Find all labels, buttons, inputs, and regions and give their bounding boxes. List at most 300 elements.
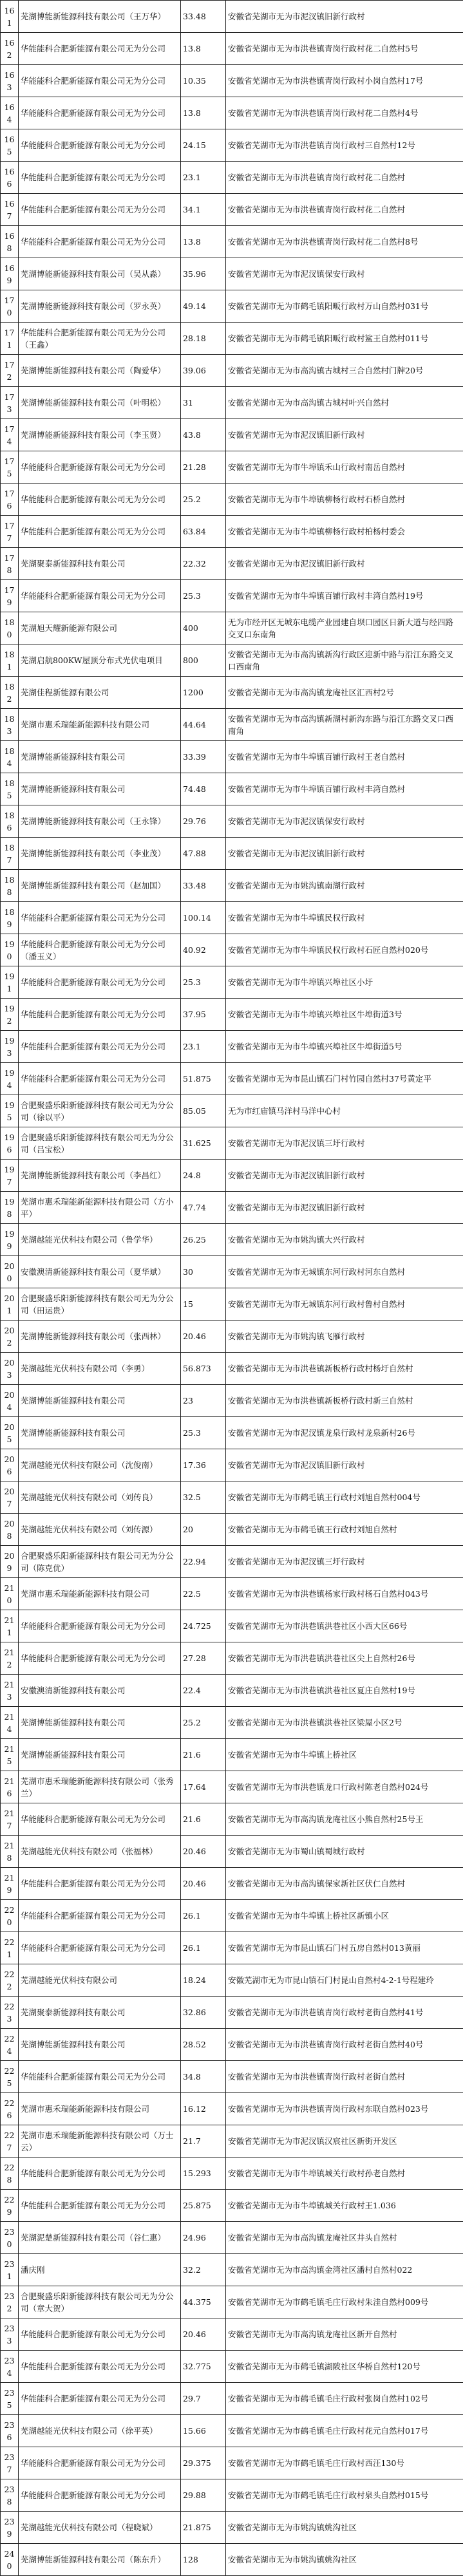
install-address: 安徽省芜湖市无为市洪巷镇新板桥行政村杨圩自然村 — [226, 1353, 463, 1385]
company-name: 芜湖越能光伏科技有限公司（沈俊南） — [19, 1449, 181, 1481]
installed-capacity: 33.48 — [181, 1, 226, 33]
row-number: 173 — [1, 387, 19, 419]
install-address: 安徽省芜湖市无为市牛埠镇兴埠社区小圩 — [226, 966, 463, 999]
table-row — [1, 129, 463, 162]
installed-capacity: 26.25 — [181, 1224, 226, 1256]
table-row — [1, 1803, 463, 1836]
table-row — [1, 677, 463, 709]
install-address: 安徽省芜湖市无为市泥汊镇旧新行政村 — [226, 1, 463, 33]
table-row — [1, 1256, 463, 1288]
installed-capacity: 39.06 — [181, 355, 226, 387]
table-row — [1, 1739, 463, 1771]
row-number: 227 — [1, 2125, 19, 2158]
installed-capacity: 25.3 — [181, 580, 226, 612]
install-address: 安徽省芜湖市无为市牛埠镇上桥社区新镇小区 — [226, 1900, 463, 1932]
installed-capacity: 33.48 — [181, 870, 226, 902]
row-number: 180 — [1, 612, 19, 644]
company-name: 华能能科合肥新能源有限公司无为分公司 — [19, 1932, 181, 1964]
installed-capacity: 24.8 — [181, 1160, 226, 1192]
row-number: 165 — [1, 129, 19, 162]
company-name: 华能能科合肥新能源有限公司无为分公司 — [19, 129, 181, 162]
company-name: 华能能科合肥新能源有限公司无为分公司 — [19, 484, 181, 516]
install-address: 安徽省芜湖市无为市姚沟镇姚沟社区 — [226, 2544, 463, 2576]
row-number: 238 — [1, 2479, 19, 2512]
table-row — [1, 258, 463, 290]
install-address: 安徽省芜湖市无为市鹤毛镇阳畈行政村鲨王自然村011号 — [226, 323, 463, 355]
company-name: 芜湖聚泰新能源科技有限公司 — [19, 548, 181, 580]
table-row — [1, 1546, 463, 1578]
company-name: 华能能科合肥新能源有限公司无为分公司 — [19, 226, 181, 258]
company-name: 华能能科合肥新能源有限公司无为分公司 — [19, 2190, 181, 2222]
row-number: 172 — [1, 355, 19, 387]
row-number: 197 — [1, 1160, 19, 1192]
installed-capacity: 16.12 — [181, 2093, 226, 2125]
table-row — [1, 2351, 463, 2383]
install-address: 安徽省芜湖市无为市泥汊镇旧新行政村 — [226, 419, 463, 451]
installed-capacity: 47.88 — [181, 838, 226, 870]
row-number: 174 — [1, 419, 19, 451]
company-name: 芜湖佳程新能源有限公司 — [19, 677, 181, 709]
row-number: 170 — [1, 290, 19, 323]
table-row — [1, 2061, 463, 2093]
company-name: 合肥聚盛乐阳新能源科技有限公司无为分公司（章大贺） — [19, 2286, 181, 2318]
company-name: 华能能科合肥新能源有限公司无为分公司 — [19, 194, 181, 226]
install-address: 安徽省芜湖市无为市泥汊镇旧新行政村 — [226, 1192, 463, 1224]
company-name: 芜湖市惠禾瑞能新能源科技有限公司（张秀兰） — [19, 1771, 181, 1803]
company-name: 华能能科合肥新能源有限公司无为分公司 — [19, 2479, 181, 2512]
company-name: 华能能科合肥新能源有限公司无为分公司 — [19, 162, 181, 194]
row-number: 207 — [1, 1481, 19, 1514]
table-row — [1, 2318, 463, 2351]
table-row — [1, 1836, 463, 1868]
table-row — [1, 1449, 463, 1481]
table-row — [1, 65, 463, 97]
row-number: 167 — [1, 194, 19, 226]
row-number: 231 — [1, 2254, 19, 2286]
row-number: 164 — [1, 97, 19, 129]
table-row — [1, 1192, 463, 1224]
installed-capacity: 43.8 — [181, 419, 226, 451]
install-address: 安徽省芜湖市无为市牛埠镇百铺行政村王老自然村 — [226, 741, 463, 773]
table-row — [1, 2029, 463, 2061]
company-name: 芜湖博能新能源科技有限公司（李玉贤） — [19, 419, 181, 451]
row-number: 200 — [1, 1256, 19, 1288]
installed-capacity: 31.625 — [181, 1127, 226, 1160]
installed-capacity: 74.48 — [181, 773, 226, 805]
row-number: 211 — [1, 1610, 19, 1642]
install-address: 安徽省芜湖市无为市泥汊镇三圩行政村 — [226, 1546, 463, 1578]
installed-capacity: 21.875 — [181, 2512, 226, 2544]
row-number: 215 — [1, 1739, 19, 1771]
row-number: 185 — [1, 773, 19, 805]
row-number: 184 — [1, 741, 19, 773]
install-address: 安徽省芜湖市无为市高沟镇金湾社区潘村自然村022 — [226, 2254, 463, 2286]
table-row — [1, 194, 463, 226]
table-row — [1, 1900, 463, 1932]
company-name: 潘庆刚 — [19, 2254, 181, 2286]
installed-capacity: 40.92 — [181, 934, 226, 966]
table-row — [1, 2415, 463, 2447]
row-number: 222 — [1, 1964, 19, 1997]
table-row — [1, 1997, 463, 2029]
installed-capacity: 27.28 — [181, 1642, 226, 1675]
install-address: 安徽省芜湖市无为市洪巷镇青岗行政村老街自然村40号 — [226, 2029, 463, 2061]
row-number: 233 — [1, 2318, 19, 2351]
company-name: 华能能科合肥新能源有限公司无为分公司 — [19, 1031, 181, 1063]
install-address: 安徽省芜湖市无为市牛埠镇上桥社区 — [226, 1739, 463, 1771]
installed-capacity: 85.05 — [181, 1095, 226, 1127]
row-number: 177 — [1, 516, 19, 548]
table-row — [1, 2447, 463, 2479]
install-address: 安徽省芜湖市无为市洪巷镇青岗行政村花二自然村 — [226, 194, 463, 226]
installed-capacity: 22.94 — [181, 1546, 226, 1578]
installed-capacity: 32.5 — [181, 1481, 226, 1514]
table-row — [1, 1675, 463, 1707]
row-number: 198 — [1, 1192, 19, 1224]
row-number: 168 — [1, 226, 19, 258]
table-row — [1, 162, 463, 194]
install-address: 安徽省芜湖市无为市泥汊镇三圩行政村 — [226, 1127, 463, 1160]
row-number: 213 — [1, 1675, 19, 1707]
row-number: 228 — [1, 2158, 19, 2190]
table-row — [1, 1578, 463, 1610]
row-number: 220 — [1, 1900, 19, 1932]
company-name: 华能能科合肥新能源有限公司无为分公司 — [19, 2447, 181, 2479]
install-address: 安徽省芜湖市无为市泥汊镇旧新行政村 — [226, 548, 463, 580]
company-name: 华能能科合肥新能源有限公司无为分公司 — [19, 1610, 181, 1642]
installed-capacity: 37.95 — [181, 999, 226, 1031]
row-number: 187 — [1, 838, 19, 870]
row-number: 169 — [1, 258, 19, 290]
row-number: 181 — [1, 644, 19, 677]
install-address: 安徽省芜湖市无为市洪巷镇洪巷社区梁屋小区2号 — [226, 1707, 463, 1739]
installed-capacity: 13.8 — [181, 226, 226, 258]
install-address: 安徽省芜湖市无为市泥汊镇汉宸社区新街开发区 — [226, 2125, 463, 2158]
table-row — [1, 2222, 463, 2254]
company-name: 芜湖越能光伏科技有限公司（程晓斌） — [19, 2512, 181, 2544]
company-name: 合肥聚盛乐阳新能源科技有限公司无为分公司（徐以平） — [19, 1095, 181, 1127]
company-name: 芜湖博能新能源科技有限公司 — [19, 1417, 181, 1449]
company-name: 合肥聚盛乐阳新能源科技有限公司无为分公司（田运贵） — [19, 1288, 181, 1321]
table-row — [1, 2254, 463, 2286]
installed-capacity: 128 — [181, 2544, 226, 2576]
table-row — [1, 1481, 463, 1514]
installed-capacity: 22.32 — [181, 548, 226, 580]
row-number: 234 — [1, 2351, 19, 2383]
row-number: 216 — [1, 1771, 19, 1803]
install-address: 安徽省芜湖市无为市鹤毛镇阳畈行政村万山自然村031号 — [226, 290, 463, 323]
table-row — [1, 451, 463, 484]
install-address: 安徽省芜湖市无为市洪巷镇青岗行政村花二自然村8号 — [226, 226, 463, 258]
company-name: 芜湖博能新能源科技有限公司（罗永英） — [19, 290, 181, 323]
company-name: 华能能科合肥新能源有限公司无为分公司 — [19, 2158, 181, 2190]
table-row — [1, 1127, 463, 1160]
installed-capacity: 20 — [181, 1514, 226, 1546]
table-row — [1, 2190, 463, 2222]
table-row — [1, 1224, 463, 1256]
row-number: 203 — [1, 1353, 19, 1385]
company-name: 华能能科合肥新能源有限公司无为分公司 — [19, 2318, 181, 2351]
installed-capacity: 31 — [181, 387, 226, 419]
install-address: 安徽省芜湖市无为市无城镇东河行政村河东自然村 — [226, 1256, 463, 1288]
company-name: 芜湖越能光伏科技有限公司（刘传源） — [19, 1514, 181, 1546]
table-row — [1, 548, 463, 580]
table-row — [1, 516, 463, 548]
installed-capacity: 25.3 — [181, 966, 226, 999]
install-address: 无为市经开区无城东电缆产业园建自坝口园区日新大道与经四路交叉口东南角 — [226, 612, 463, 644]
install-address: 安徽省芜湖市无为市牛埠镇禾山行政村南岳自然村 — [226, 451, 463, 484]
table-row — [1, 709, 463, 741]
installed-capacity: 32.775 — [181, 2351, 226, 2383]
company-name: 合肥聚盛乐阳新能源科技有限公司无为分公司（吕宝松） — [19, 1127, 181, 1160]
table-row — [1, 2093, 463, 2125]
row-number: 194 — [1, 1063, 19, 1095]
company-name: 华能能科合肥新能源有限公司无为分公司 — [19, 966, 181, 999]
installed-capacity: 23.1 — [181, 1031, 226, 1063]
company-name: 芜湖博能新能源科技有限公司（李昌红） — [19, 1160, 181, 1192]
install-address: 安徽省芜湖市无为市昆山镇石门村五房自然村013黄丽 — [226, 1932, 463, 1964]
table-row — [1, 1642, 463, 1675]
installed-capacity: 15 — [181, 1288, 226, 1321]
company-name: 芜湖博能新能源科技有限公司（王永锋） — [19, 805, 181, 838]
install-address: 安徽省芜湖市无为市高沟镇龙庵社区井头自然村 — [226, 2222, 463, 2254]
install-address: 安徽省芜湖市无为市洪巷镇洪巷社区夏庄自然村19号 — [226, 1675, 463, 1707]
table-row — [1, 2125, 463, 2158]
table-row — [1, 1932, 463, 1964]
table-row — [1, 226, 463, 258]
install-address: 安徽省芜湖市无为市洪巷镇青岗行政村花二自然村4号 — [226, 97, 463, 129]
install-address: 安徽省芜湖市无为市高沟镇保家新社区伏仁自然村 — [226, 1868, 463, 1900]
install-address: 安徽省芜湖市无为市洪巷镇新板桥行政村新三自然村 — [226, 1385, 463, 1417]
table-row — [1, 387, 463, 419]
row-number: 208 — [1, 1514, 19, 1546]
install-address: 安徽省芜湖市无为市鹤毛镇毛庄行政村张岗自然村102号 — [226, 2383, 463, 2415]
row-number: 210 — [1, 1578, 19, 1610]
table-row — [1, 419, 463, 451]
install-address: 安徽省芜湖市无为市洪巷镇青岗行政村三自然村12号 — [226, 129, 463, 162]
row-number: 219 — [1, 1868, 19, 1900]
install-address: 安徽省芜湖市无为市高沟镇龙庵社区汇西村2号 — [226, 677, 463, 709]
table-row — [1, 1514, 463, 1546]
table-row — [1, 612, 463, 644]
row-number: 240 — [1, 2544, 19, 2576]
company-name: 华能能科合肥新能源有限公司无为分公司 — [19, 999, 181, 1031]
installed-capacity: 24.96 — [181, 2222, 226, 2254]
install-address: 安徽省芜湖市无为市牛埠镇柳杨行政村石桥自然村 — [226, 484, 463, 516]
row-number: 192 — [1, 999, 19, 1031]
row-number: 205 — [1, 1417, 19, 1449]
row-number: 201 — [1, 1288, 19, 1321]
company-name: 芜湖博能新能源科技有限公司 — [19, 773, 181, 805]
company-name: 芜湖越能光伏科技有限公司 — [19, 1964, 181, 1997]
company-name: 芜湖博能新能源科技有限公司（陈东升） — [19, 2544, 181, 2576]
company-name: 芜湖越能光伏科技有限公司（李勇） — [19, 1353, 181, 1385]
table-row — [1, 870, 463, 902]
company-name: 芜湖越能光伏科技有限公司（刘传良） — [19, 1481, 181, 1514]
company-name: 芜湖博能新能源科技有限公司（陶爱华） — [19, 355, 181, 387]
company-name: 华能能科合肥新能源有限公司无为分公司 — [19, 516, 181, 548]
installed-capacity: 15.293 — [181, 2158, 226, 2190]
row-number: 183 — [1, 709, 19, 741]
installed-capacity: 17.36 — [181, 1449, 226, 1481]
installed-capacity: 47.74 — [181, 1192, 226, 1224]
company-name: 华能能科合肥新能源有限公司无为分公司 — [19, 451, 181, 484]
installed-capacity: 44.64 — [181, 709, 226, 741]
installed-capacity: 33.39 — [181, 741, 226, 773]
install-address: 安徽省芜湖市无为市高沟镇龙庵社区新开自然村 — [226, 2318, 463, 2351]
row-number: 235 — [1, 2383, 19, 2415]
company-name: 华能能科合肥新能源有限公司无为分公司 — [19, 65, 181, 97]
table-row — [1, 2479, 463, 2512]
table-row — [1, 773, 463, 805]
row-number: 188 — [1, 870, 19, 902]
install-address: 安徽省芜湖市无为市牛埠镇兴埠社区牛埠街道3号 — [226, 999, 463, 1031]
company-name: 芜湖市惠禾瑞能新能源科技有限公司 — [19, 2093, 181, 2125]
install-address: 安徽省芜湖市无为市牛埠镇兴埠社区牛埠街道5号 — [226, 1031, 463, 1063]
installed-capacity: 26.1 — [181, 1900, 226, 1932]
installed-capacity: 22.4 — [181, 1675, 226, 1707]
company-name: 芜湖博能新能源科技有限公司 — [19, 1739, 181, 1771]
row-number: 175 — [1, 451, 19, 484]
company-name: 华能能科合肥新能源有限公司无为分公司 — [19, 1868, 181, 1900]
row-number: 191 — [1, 966, 19, 999]
company-name: 华能能科合肥新能源有限公司无为分公司 — [19, 902, 181, 934]
row-number: 162 — [1, 33, 19, 65]
company-name: 芜湖市惠禾瑞能新能源科技有限公司（万士云） — [19, 2125, 181, 2158]
row-number: 161 — [1, 1, 19, 33]
installed-capacity: 18.24 — [181, 1964, 226, 1997]
company-name: 华能能科合肥新能源有限公司无为分公司 — [19, 1642, 181, 1675]
table-row — [1, 2512, 463, 2544]
table-row — [1, 580, 463, 612]
registry-table-body — [1, 1, 463, 2576]
installed-capacity: 10.35 — [181, 65, 226, 97]
installed-capacity: 1200 — [181, 677, 226, 709]
install-address: 安徽省芜湖市无为市姚沟镇姚沟社区 — [226, 2512, 463, 2544]
install-address: 安徽省芜湖市无为市洪巷镇青岗行政村花二自然村 — [226, 162, 463, 194]
table-row — [1, 2286, 463, 2318]
row-number: 171 — [1, 323, 19, 355]
company-name: 安徽澳清新能源科技有限公司（夏华斌） — [19, 1256, 181, 1288]
row-number: 189 — [1, 902, 19, 934]
installed-capacity: 23 — [181, 1385, 226, 1417]
table-row — [1, 1160, 463, 1192]
table-row — [1, 2158, 463, 2190]
company-name: 芜湖泥楚新能源科技有限公司（谷仁惠） — [19, 2222, 181, 2254]
installed-capacity: 21.28 — [181, 451, 226, 484]
install-address: 安徽省芜湖市无为市洪巷镇青岗行政村花二自然村5号 — [226, 33, 463, 65]
installed-capacity: 20.46 — [181, 2318, 226, 2351]
installed-capacity: 17.64 — [181, 1771, 226, 1803]
company-name: 华能能科合肥新能源有限公司无为分公司 — [19, 1803, 181, 1836]
install-address: 安徽省芜湖市无为市鹤毛镇毛庄行政村花元自然村017号 — [226, 2415, 463, 2447]
installed-capacity: 22.5 — [181, 1578, 226, 1610]
install-address: 安徽省芜湖市无为市牛埠镇百铺行政村丰湾自然村 — [226, 773, 463, 805]
row-number: 196 — [1, 1127, 19, 1160]
company-name: 芜湖博能新能源科技有限公司（张西林） — [19, 1321, 181, 1353]
installed-capacity: 24.725 — [181, 1610, 226, 1642]
install-address: 安徽省芜湖市无为市泥汊镇旧新行政村 — [226, 1449, 463, 1481]
installed-capacity: 400 — [181, 612, 226, 644]
company-name: 华能能科合肥新能源有限公司无为分公司 — [19, 1900, 181, 1932]
row-number: 212 — [1, 1642, 19, 1675]
row-number: 206 — [1, 1449, 19, 1481]
row-number: 239 — [1, 2512, 19, 2544]
company-name: 芜湖市惠禾瑞能新能源科技有限公司（方小平） — [19, 1192, 181, 1224]
install-address: 安徽省芜湖市无为市姚沟镇飞雁行政村 — [226, 1321, 463, 1353]
table-row — [1, 484, 463, 516]
row-number: 223 — [1, 1997, 19, 2029]
install-address: 安徽芜湖市无为市昆山镇石门村昆山自然村4-2-1号程建玲 — [226, 1964, 463, 1997]
company-name: 华能能科合肥新能源有限公司无为分公司 — [19, 2383, 181, 2415]
install-address: 安徽省芜湖市无为市洪巷镇洪巷社区小西大区66号 — [226, 1610, 463, 1642]
table-row — [1, 1353, 463, 1385]
company-name: 安徽澳清新能源科技有限公司 — [19, 1675, 181, 1707]
company-name: 芜湖市惠禾瑞能新能源科技有限公司 — [19, 709, 181, 741]
install-address: 安徽省芜湖市无为市高沟镇龙庵社区小熊自然村25号王 — [226, 1803, 463, 1836]
row-number: 224 — [1, 2029, 19, 2061]
table-row — [1, 1, 463, 33]
company-name: 华能能科合肥新能源有限公司无为分公司 — [19, 33, 181, 65]
row-number: 209 — [1, 1546, 19, 1578]
installed-capacity: 25.2 — [181, 484, 226, 516]
company-name: 华能能科合肥新能源有限公司无为分公司 — [19, 97, 181, 129]
row-number: 195 — [1, 1095, 19, 1127]
install-address: 无为市红庙镇马洋村马洋中心村 — [226, 1095, 463, 1127]
company-name: 芜湖博能新能源科技有限公司 — [19, 741, 181, 773]
installed-capacity: 25.3 — [181, 1417, 226, 1449]
row-number: 199 — [1, 1224, 19, 1256]
installed-capacity: 800 — [181, 644, 226, 677]
company-name: 芜湖博能新能源科技有限公司 — [19, 1385, 181, 1417]
table-row — [1, 966, 463, 999]
installed-capacity: 21.7 — [181, 2125, 226, 2158]
row-number: 166 — [1, 162, 19, 194]
installed-capacity: 20.46 — [181, 1868, 226, 1900]
install-address: 安徽省芜湖市无为市洪巷镇龙口行政村陈老自然村024号 — [226, 1771, 463, 1803]
installed-capacity: 44.375 — [181, 2286, 226, 2318]
install-address: 安徽省芜湖市无为市姚沟镇大兴行政村 — [226, 1224, 463, 1256]
installed-capacity: 49.14 — [181, 290, 226, 323]
install-address: 安徽省芜湖市无为市鹤毛镇毛庄行政村泉头自然村015号 — [226, 2479, 463, 2512]
row-number: 176 — [1, 484, 19, 516]
row-number: 190 — [1, 934, 19, 966]
company-name: 华能能科合肥新能源有限公司无为分公司 — [19, 1063, 181, 1095]
row-number: 237 — [1, 2447, 19, 2479]
installed-capacity: 34.1 — [181, 194, 226, 226]
table-row — [1, 97, 463, 129]
table-row — [1, 902, 463, 934]
row-number: 225 — [1, 2061, 19, 2093]
installed-capacity: 63.84 — [181, 516, 226, 548]
company-name: 合肥聚盛乐阳新能源科技有限公司无为分公司（陈克优） — [19, 1546, 181, 1578]
installed-capacity: 21.6 — [181, 1803, 226, 1836]
install-address: 安徽省芜湖市无为市鹤毛镇毛庄行政村朱洼自然村009号 — [226, 2286, 463, 2318]
company-name: 芜湖启航800KW屋顶分布式光伏电项目 — [19, 644, 181, 677]
table-row — [1, 1610, 463, 1642]
company-name: 芜湖越能光伏科技有限公司（张福林） — [19, 1836, 181, 1868]
install-address: 安徽省芜湖市无为市昆山镇石门村竹园自然村37号黄定平 — [226, 1063, 463, 1095]
row-number: 186 — [1, 805, 19, 838]
company-name: 芜湖博能新能源科技有限公司（王万华） — [19, 1, 181, 33]
table-row — [1, 934, 463, 966]
company-name: 芜湖越能光伏科技有限公司（徐平英） — [19, 2415, 181, 2447]
company-name: 芜湖聚泰新能源科技有限公司 — [19, 1997, 181, 2029]
install-address: 安徽省芜湖市无为市洪巷镇杨家行政村杨石自然村043号 — [226, 1578, 463, 1610]
install-address: 安徽省芜湖市无为市高沟镇古城村三合自然村门牌20号 — [226, 355, 463, 387]
install-address: 安徽省芜湖市无为市洪巷镇青岗行政村小岗自然村17号 — [226, 65, 463, 97]
company-name: 华能能科合肥新能源有限公司无为分公司 — [19, 2061, 181, 2093]
